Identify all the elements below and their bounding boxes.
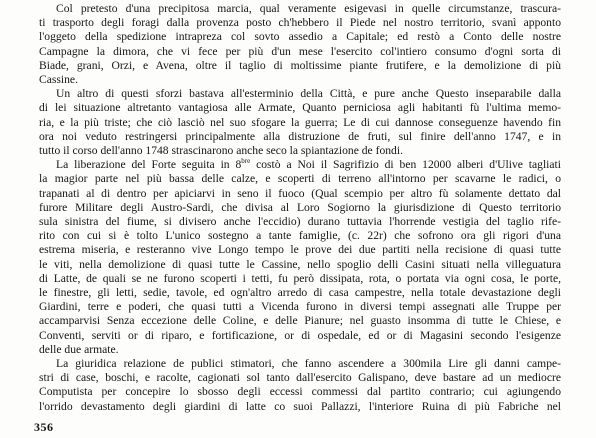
text-line: Giardini, terre e poderi, che quasi tutti a Vicenda furono in diversi tempi assegnati alle Truppe per — [39, 300, 561, 314]
text-line: stri di case, boschi, e racolte, cagionati sol tanto dall'esercito Galispano, deve bastare ad un mediocre — [39, 371, 561, 385]
text-line: Biade, grani, Orzi, e Avena, oltre il taglio di moltissime piante frutifere, e la demolizione di più — [39, 58, 561, 72]
text-line: Un altro di questi sforzi bastava all'esterminio della Città, e pure anche Questo inseparabile dalla — [56, 87, 561, 101]
text-line: furore Militare degli Austro-Sardi, che divisa al Loro Sogiorno la giurisdizione di Questo territorio — [39, 200, 561, 214]
text-line: Conventi, serviti or di riparo, e fortificazione, or di ospedale, ed or di Magasini secondo l'esigenze — [39, 328, 561, 342]
text-line: trapanati al di dentro per apiciarvi in seno il fuoco (Qual scempio per altro fù solamente dettato dal — [39, 186, 561, 200]
text-line: l'orrido devastamento degli giardini di latte co suoi Pallazzi, l'interiore Ruina di più Fabriche nel — [39, 399, 561, 413]
text-line: ora noi veduto restringersi principalmente alla distruzione de fruti, sul finire dell'anno 1747, e in — [39, 129, 561, 143]
text-line: di lei situazione altretanto vantagiosa alle Armate, Quanto perniciosa agli habitanti fù l'ultima memo- — [39, 101, 561, 115]
text-line: estrema miseria, e resteranno vive Longo tempo le prove dei due partiti nella recisione di quasi tutte — [39, 243, 561, 257]
text-line: Cassine. — [39, 73, 78, 86]
text-line: Campagne la dimora, che vi fece per più d'un mese l'esercito col'intiero consumo d'ogni sorta di — [39, 44, 561, 58]
page-number: 356 — [34, 420, 54, 434]
text-line: le finestre, gli letti, sedie, tavole, ed ogn'altro arredo di casa campestre, nella totale devastazione degli — [39, 286, 561, 299]
text-line: ria, e la più triste; che ciò lasciò nel suo sfogare la guerra; Le di cui dannose conseguenze havendo fin — [39, 115, 561, 129]
text-line: La giuridica relazione de publici stimatori, che fanno ascendere a 300mila Lire gli danni campe- — [56, 357, 561, 370]
text-line: delle due armate. — [39, 342, 119, 356]
text-line: tutto il corso dell'anno 1748 strascinarono anche seco la spiantazione de fondi. — [39, 144, 403, 157]
text-line: Computista per concepire lo sbosso degli eccessi commessi dal partito contrario; cui agiungendo — [39, 385, 561, 399]
text-line: di Latte, de quali se ne furono scoperti i tetti, fu però dissipata, rota, o portata via ogni cosa, le porte, — [39, 271, 561, 285]
text-line: accamparvisi Senza eccezione delle Coline, e delle Pianure; nel guasto insomma di tutte le Chiese, e — [39, 314, 561, 328]
text-line: Col pretesto d'una precipitosa marcia, qual veramente esigevasi in quelle circumstanze, trascura- — [56, 2, 561, 15]
text-line: la magior parte nel più bassa delle calze, e scoperti di terreno all'intorno per scavarne le radici, o — [39, 172, 561, 186]
text-line: ti trasporto degli foragi dalla provenza posto ch'hebbero il Piede nel nostro territorio, svanì apponto — [39, 16, 561, 30]
text-line: sula sinistra del fiume, si divisero anche l'eccidio) durano tuttavia l'horrende vestigia del taglio rife- — [39, 215, 561, 228]
text-line: le viti, nella demolizione di quasi tutte le Cassine, nello spoglio delli Casini situati nella villeguatura — [39, 257, 561, 271]
text-line: La liberazione del Forte seguita in $8^{bre}$ costò a Noi il Sagrifizio di ben 12000 alberi d'Ulive tagliati — [56, 157, 561, 172]
text-line: l'oggeto della spedizione intrapreza col sovto assedio a Capitale; ed restò a Conto delle nostre — [39, 30, 561, 44]
text-line: rito con cui si è tolto L'unico sostegno a tante famiglie, (c. 22r) che sofrono ora gli rigori d'una — [39, 229, 561, 243]
